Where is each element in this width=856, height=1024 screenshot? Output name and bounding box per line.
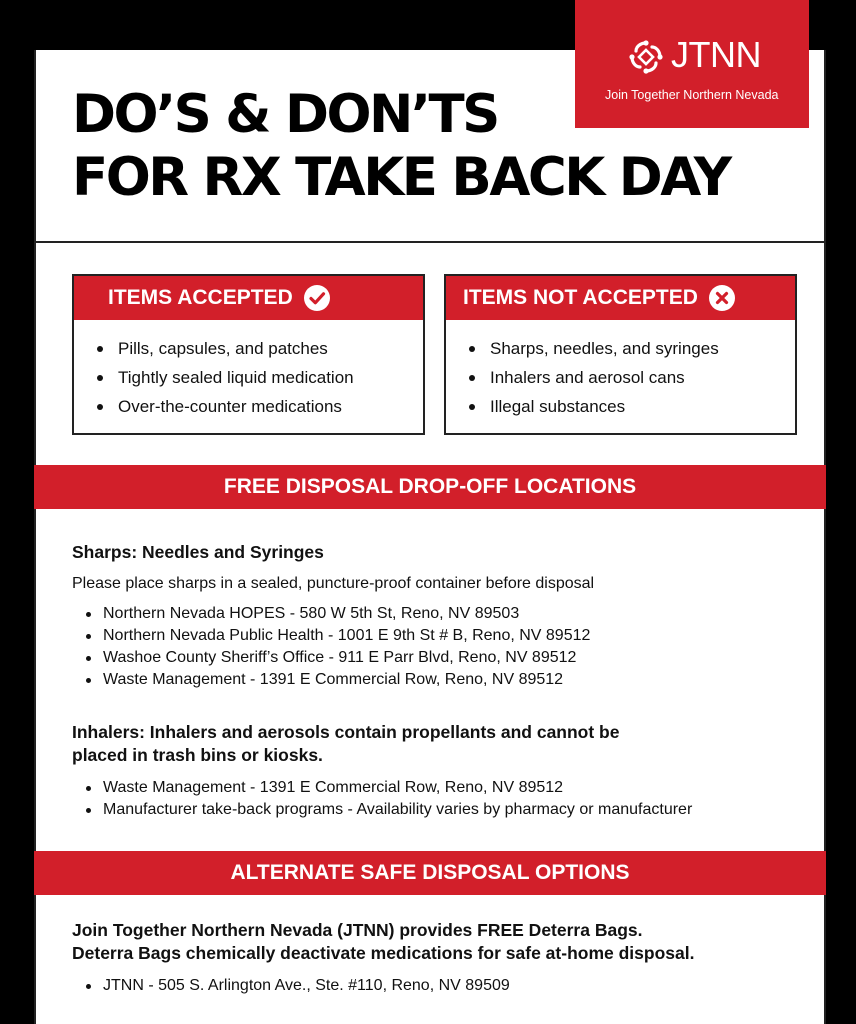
deterra-locations-list [86,975,510,997]
list-item: Illegal substances [469,392,795,421]
title-line-1: DO’S & DON’TS [72,84,498,145]
list-item: Manufacturer take-back programs - Availability varies by pharmacy or manufacturer [86,799,692,821]
title-line-2: FOR RX TAKE BACK DAY [72,147,730,208]
inhalers-heading-line-1: Inhalers: Inhalers and aerosols contain propellants and cannot be [72,722,620,742]
title-divider [34,241,826,243]
drop-off-locations-banner: FREE DISPOSAL DROP-OFF LOCATIONS [34,465,826,509]
logo-subtitle: Join Together Northern Nevada [605,88,779,102]
items-not-accepted-card [444,274,797,435]
list-item: Waste Management - 1391 E Commercial Row, Reno, NV 89512 [86,777,692,799]
logo-name: JTNN [671,34,761,75]
items-accepted-card [72,274,425,435]
list-item: Over-the-counter medications [97,392,423,421]
items-accepted-heading: ITEMS ACCEPTED [108,286,293,309]
list-item: Northern Nevada HOPES - 580 W 5th St, Reno, NV 89503 [86,603,590,625]
sharps-locations-list [86,603,590,691]
items-not-accepted-header [446,276,795,320]
check-circle-icon [303,284,331,312]
list-item: JTNN - 505 S. Arlington Ave., Ste. #110, Reno, NV 89509 [86,975,510,997]
list-item: Pills, capsules, and patches [97,334,423,363]
items-not-accepted-list [446,320,795,421]
items-accepted-list [74,320,423,421]
items-not-accepted-heading: ITEMS NOT ACCEPTED [463,286,698,309]
list-item: Waste Management - 1391 E Commercial Row, Reno, NV 89512 [86,669,590,691]
deterra-heading-line-1: Join Together Northern Nevada (JTNN) provides FREE Deterra Bags. [72,920,643,940]
list-item: Inhalers and aerosol cans [469,363,795,392]
list-item: Tightly sealed liquid medication [97,363,423,392]
inhalers-locations-list [86,777,692,821]
deterra-heading-line-2: Deterra Bags chemically deactivate medications for safe at-home disposal. [72,943,695,963]
jtnn-logo [575,0,809,128]
jtnn-star-logo-icon [628,39,664,75]
sharps-heading: Sharps: Needles and Syringes [72,542,324,562]
sharps-note: Please place sharps in a sealed, puncture-proof container before disposal [72,575,595,592]
list-item: Northern Nevada Public Health - 1001 E 9th St # B, Reno, NV 89512 [86,625,590,647]
inhalers-heading-line-2: placed in trash bins or kiosks. [72,745,323,765]
list-item: Washoe County Sheriff’s Office - 911 E Parr Blvd, Reno, NV 89512 [86,647,590,669]
alternate-disposal-banner: ALTERNATE SAFE DISPOSAL OPTIONS [34,851,826,895]
items-accepted-header [74,276,423,320]
list-item: Sharps, needles, and syringes [469,334,795,363]
inhalers-heading [72,721,619,767]
deterra-heading [72,919,694,965]
x-circle-icon [708,284,736,312]
